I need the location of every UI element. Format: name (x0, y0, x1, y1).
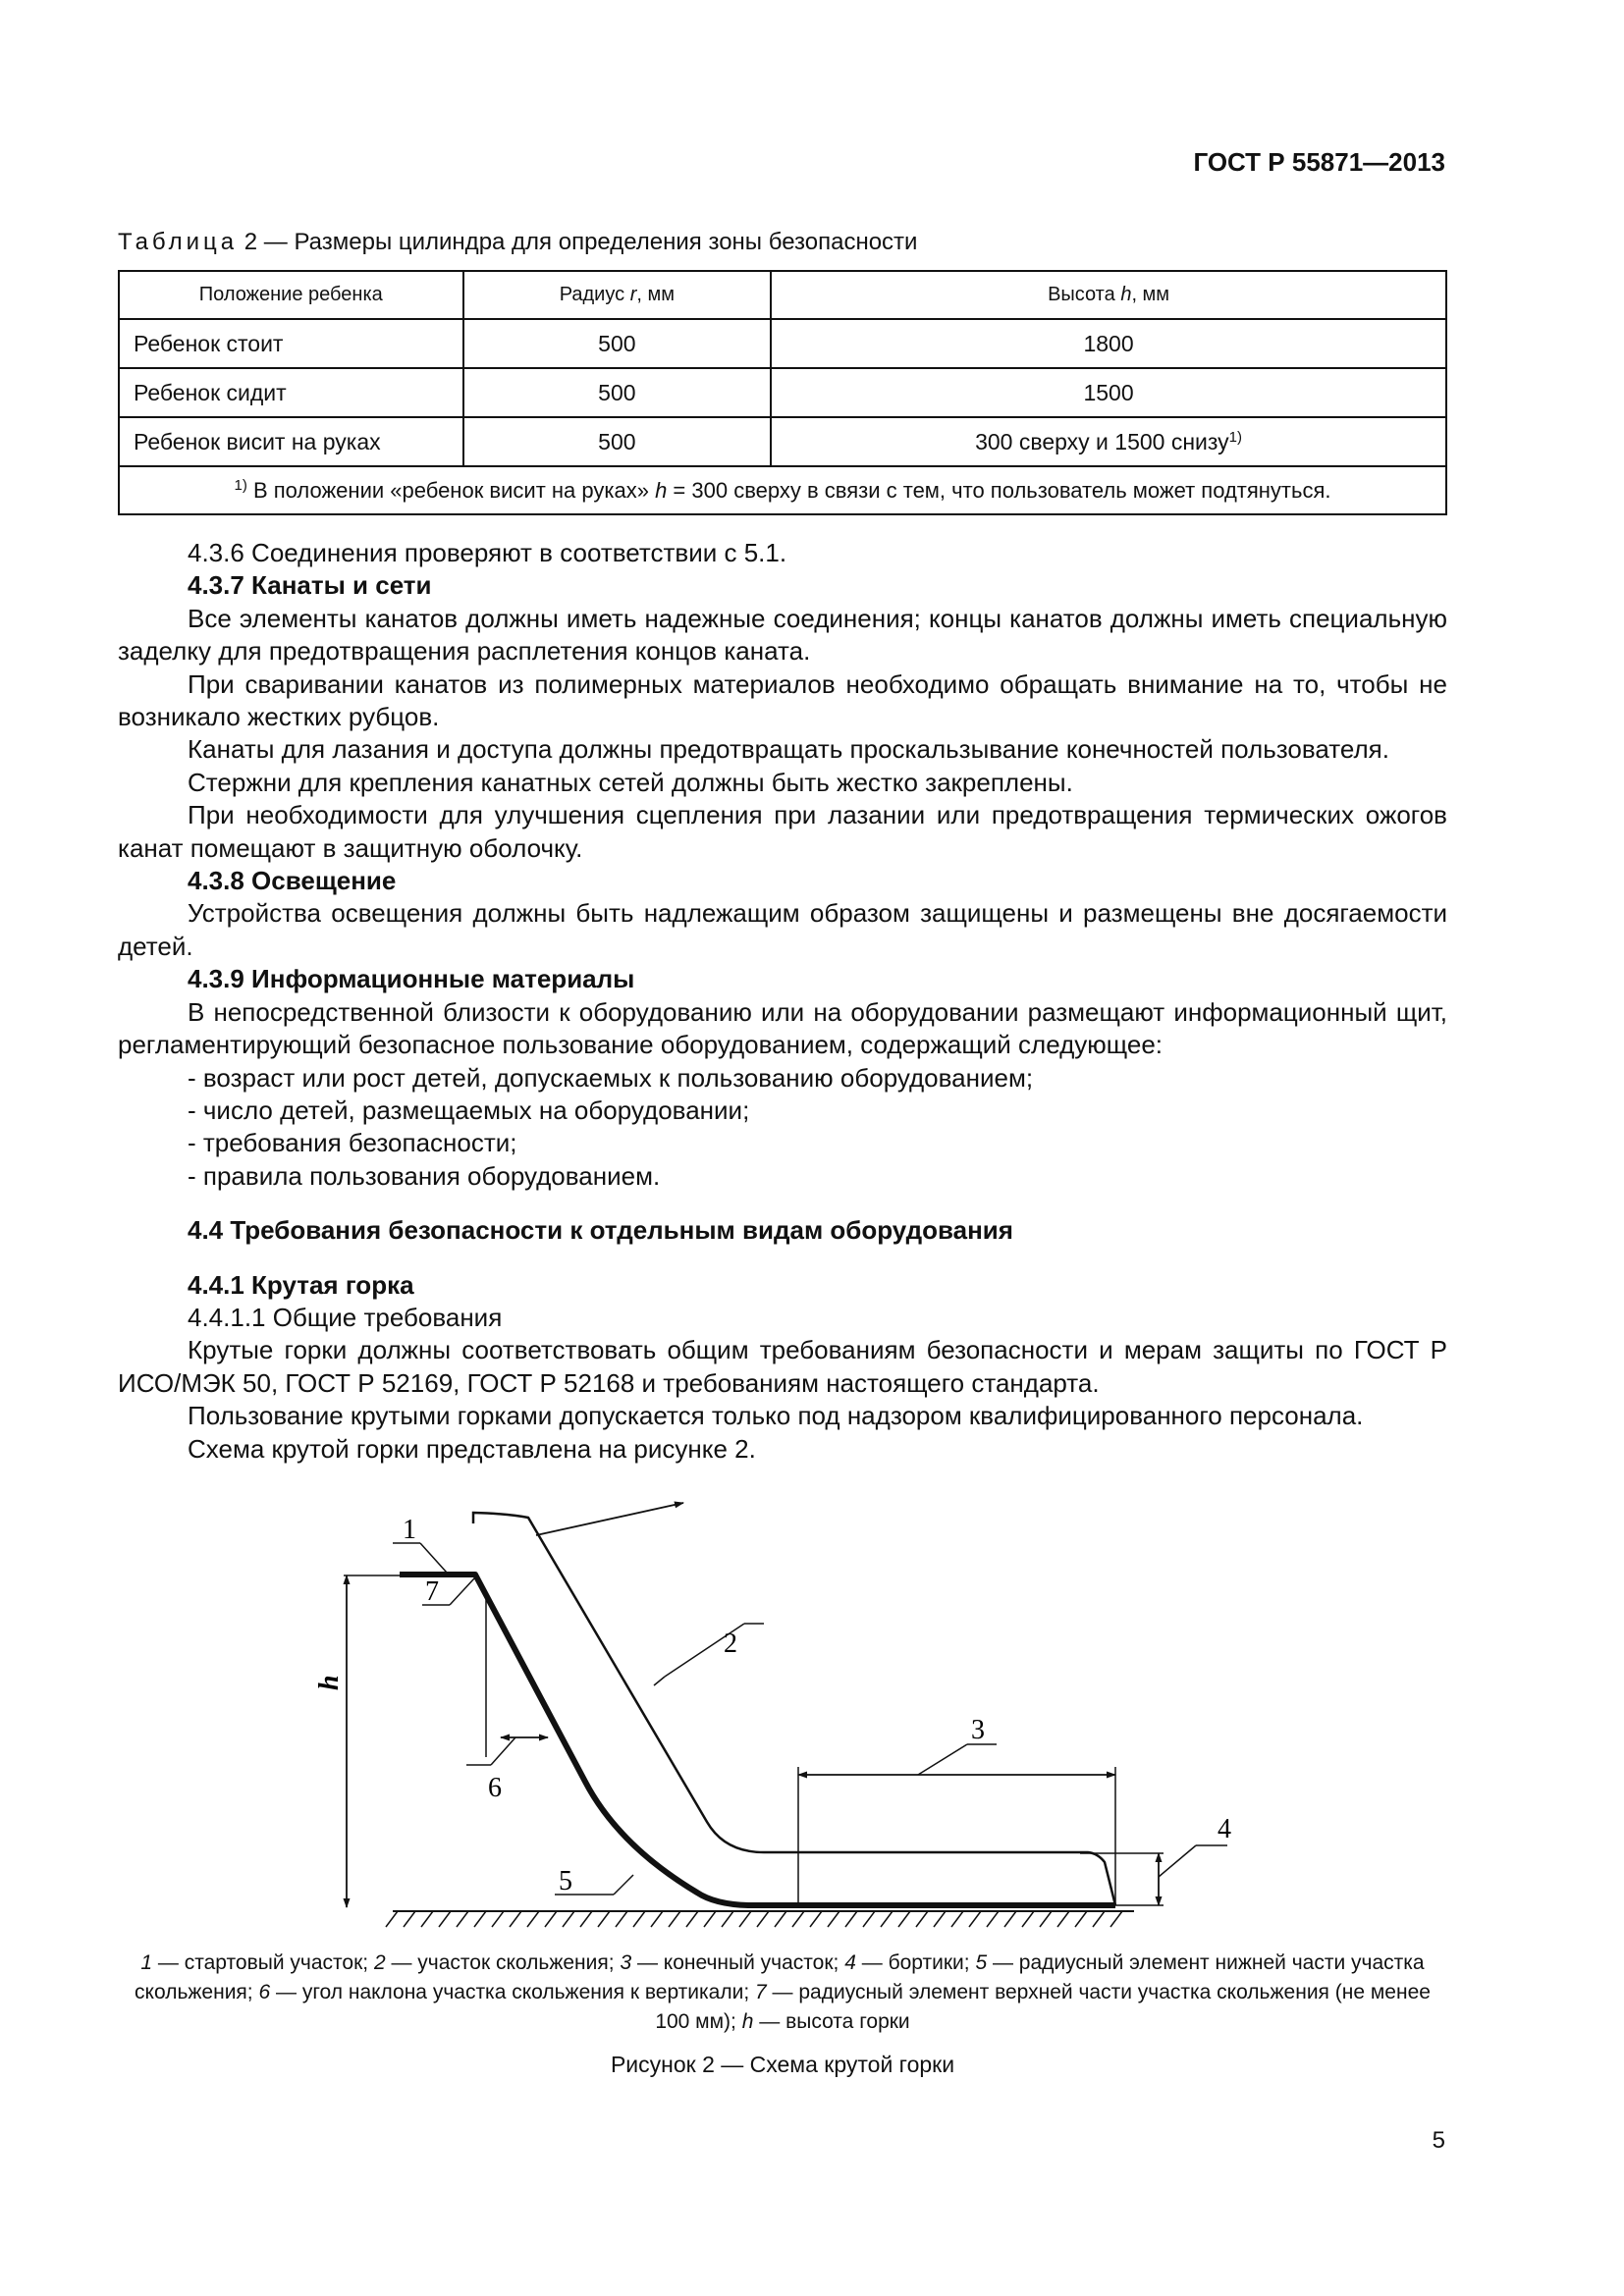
legend-key: 1 (140, 1951, 153, 1974)
slide-upper-outline (473, 1513, 1115, 1905)
table-row (119, 368, 1446, 417)
legend-key: 3 (620, 1951, 632, 1974)
paragraph: 4.3.6 Соединения проверяют в соответствии с 5.1. (188, 538, 787, 567)
legend-text: — стартовый участок; (152, 1951, 374, 1974)
ground-line (386, 1911, 1134, 1927)
leader-line-5 (614, 1875, 633, 1895)
label-5: 5 (559, 1866, 572, 1896)
section-heading: 4.4 Требования безопасности к отдельным видам оборудования (188, 1215, 1013, 1246)
slide-bed-line (400, 1575, 748, 1836)
paragraph: Канаты для лазания и доступа должны предотвращать проскальзывание конечностей пользователя. (188, 734, 1389, 765)
list-item: - число детей, размещаемых на оборудовании; (188, 1095, 750, 1125)
legend-text: — бортики; (855, 1951, 976, 1974)
legend-text: — радиусный элемент верхней части участка скольжения (не менее 100 мм); (655, 1981, 1431, 2033)
slide-upper-outline (472, 1514, 766, 1919)
cell-radius: 500 (463, 417, 772, 466)
table-footnote: $^{1)}$ В положении «ребенок висит на руках» h = 300 сверху в связи с тем, что пользователь может подтянуться. (119, 466, 1446, 514)
legend-key: 4 (844, 1951, 856, 1974)
cell-height: 1500 (771, 368, 1446, 417)
document-header: ГОСТ Р 55871—2013 (1193, 147, 1445, 177)
legend-text: — высота горки (753, 2010, 910, 2033)
dimension-line-2 (536, 1503, 683, 1535)
body-text (118, 537, 1447, 1466)
paragraph: При сваривании канатов из полимерных материалов необходимо обращать внимание на то, чтобы не возникало жестких рубцов. (118, 668, 1447, 732)
table-caption-text: 2 — Размеры цилиндра для определения зоны безопасности (238, 229, 918, 255)
cell-position: Ребенок сидит (119, 368, 463, 417)
section-heading: 4.3.7 Канаты и сети (188, 570, 432, 601)
legend-key: 5 (975, 1951, 988, 1974)
legend-key: h (741, 2010, 754, 2033)
list-item: - правила пользования оборудованием. (188, 1160, 661, 1191)
legend-text: — угол наклона участка скольжения к вертикали; (270, 1981, 755, 2003)
leader-line-6 (491, 1737, 515, 1765)
label-6: 6 (488, 1773, 502, 1803)
page-number: 5 (1432, 2127, 1445, 2154)
legend-key: 6 (258, 1981, 271, 2003)
cell-position: Ребенок висит на руках (119, 417, 463, 466)
label-h: h (314, 1675, 345, 1690)
table-caption-label: Таблица (118, 229, 239, 255)
slide-diagram-svg (295, 1472, 1276, 1944)
cell-position: Ребенок стоит (119, 319, 463, 368)
header-radius: Радиус r, мм (463, 271, 772, 319)
cell-height: 1800 (771, 319, 1446, 368)
list-item: - возраст или рост детей, допускаемых к пользованию оборудованием; (188, 1062, 1034, 1093)
section-heading: 4.3.8 Освещение (188, 866, 397, 896)
leader-line-1 (420, 1543, 447, 1573)
leader-line-7 (450, 1578, 474, 1605)
leader-line-3 (918, 1744, 967, 1775)
section-heading: 4.4.1 Крутая горка (188, 1269, 414, 1300)
legend-key: 7 (755, 1981, 767, 2003)
cell-radius: 500 (463, 368, 772, 417)
paragraph: Стержни для крепления канатных сетей должны быть жестко закреплены. (188, 767, 1073, 797)
paragraph: Пользование крутыми горками допускается только под надзором квалифицированного персонала. (188, 1401, 1364, 1431)
label-2: 2 (724, 1629, 737, 1659)
legend-key: 2 (373, 1951, 386, 1974)
paragraph: В непосредственной близости к оборудованию или на оборудовании размещают информационный щит, регламентирующий безопасное пользование оборудованием, содержащий следующее: (118, 996, 1447, 1060)
paragraph: Крутые горки должны соответствовать общим требованиям безопасности и мерам защиты по ГОСТ Р ИСО/МЭК 50, ГОСТ Р 52169, ГОСТ Р 52168 и требованиям настоящего стандарта. (118, 1335, 1447, 1398)
header-position: Положение ребенка (119, 271, 463, 319)
label-4: 4 (1218, 1814, 1231, 1844)
footnote-ref: 1) (1228, 428, 1243, 446)
dimensions-table (118, 270, 1447, 515)
section-heading: 4.3.9 Информационные материалы (188, 964, 635, 994)
label-3: 3 (971, 1715, 985, 1745)
figure-caption: Рисунок 2 — Схема крутой горки (610, 2052, 955, 2077)
paragraph: При необходимости для улучшения сцепления при лазании или предотвращения термических ожогов канат помещают в защитную оболочку. (118, 800, 1447, 863)
list-item: - требования безопасности; (188, 1128, 517, 1158)
figure-legend (128, 1949, 1437, 2037)
subsection-heading: 4.4.1.1 Общие требования (188, 1302, 503, 1332)
paragraph: Схема крутой горки представлена на рисунке 2. (188, 1433, 756, 1464)
cell-radius: 500 (463, 319, 772, 368)
paragraph: Устройства освещения должны быть надлежащим образом защищены и размещены вне досягаемости детей. (118, 898, 1447, 961)
table-footnote-row (119, 466, 1446, 514)
table-header-row (119, 271, 1446, 319)
label-7: 7 (425, 1576, 439, 1607)
leader-line-4 (1159, 1845, 1196, 1877)
table-caption (118, 229, 917, 256)
legend-text: — участок скольжения; (385, 1951, 621, 1974)
cell-height: 300 сверху и 1500 снизу$^{1)}$ (771, 417, 1446, 466)
legend-text: — радиусный элемент нижней части участка скольжения; (135, 1951, 1425, 2003)
table-row (119, 319, 1446, 368)
slide-diagram (295, 1472, 1276, 1944)
header-height: Высота h, мм (771, 271, 1446, 319)
legend-text: — конечный участок; (631, 1951, 845, 1974)
paragraph: Все элементы канатов должны иметь надежные соединения; концы канатов должны иметь специальную заделку для предотвращения расплетения концов каната. (118, 603, 1447, 667)
label-1: 1 (403, 1515, 416, 1545)
table-row (119, 417, 1446, 466)
leader-line-2 (654, 1677, 665, 1685)
